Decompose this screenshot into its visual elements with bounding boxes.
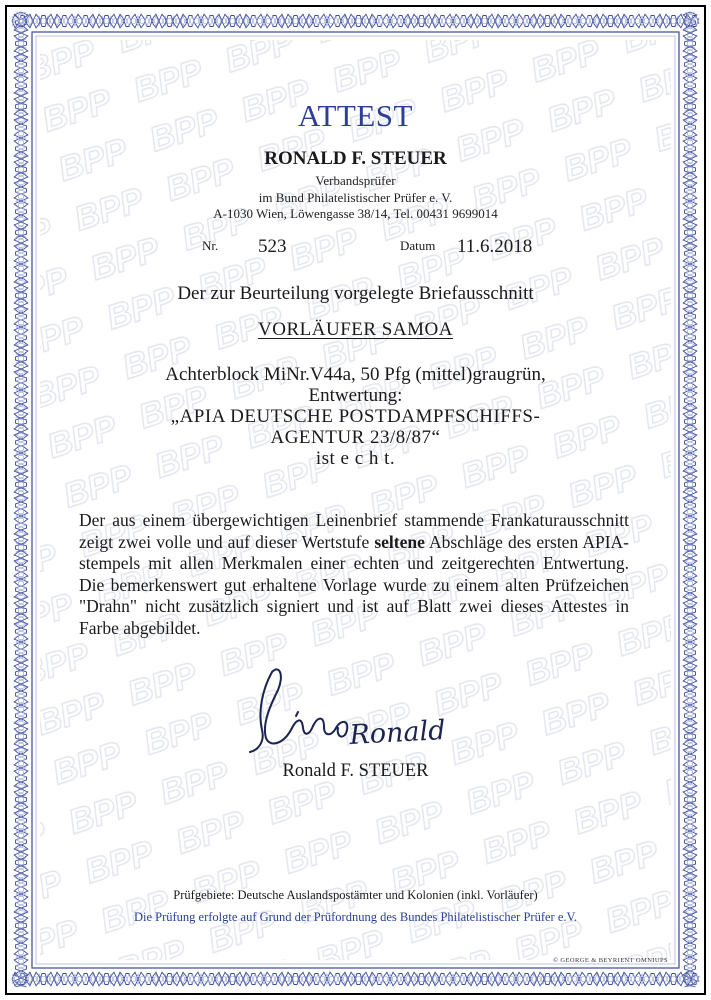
certificate-number: 523 — [258, 236, 287, 257]
examiner-role: Verbandsprüfer — [315, 173, 396, 188]
examiner-association: im Bund Philatelistischer Prüfer e. V. — [258, 190, 453, 205]
opinion-part-2: Abschläge des ersten APIA-stempels mit allen Merkmalen einer echten und zeitgerechten Entwertung. Die bemerkenswert gut erhaltene Vorlage wurde zu einem alten Prüfzeichen "Drahn" nicht zusätzlich signiert und ist auf Blatt zwei dieses Attestes in Farbe abgebildet. — [79, 531, 629, 638]
footer-scope: Prüfgebiete: Deutsche Auslandspostämter und Kolonien (inkl. Vorläufer) — [173, 888, 538, 902]
examiner-address: A-1030 Wien, Löwengasse 38/14, Tel. 00431 9699014 — [213, 206, 498, 221]
footer-rules: Die Prüfung erfolgte auf Grund der Prüfordnung des Bundes Philatelistischer Prüfer e.V. — [133, 910, 578, 924]
intro-line: Der zur Beurteilung vorgelegte Briefausschnitt — [177, 283, 534, 304]
item-description: Achterblock MiNr.V44a, 50 Pfg (mittel)graugrün, — [165, 364, 546, 385]
number-label: Nr. — [202, 238, 219, 253]
certificate-date: 11.6.2018 — [457, 236, 533, 257]
opinion-emphasis: seltene — [374, 531, 425, 552]
signer-name: Ronald F. STEUER — [282, 761, 429, 781]
opinion-part-1: Der aus einem übergewichtigen Leinenbrief stammende Frankaturausschnitt zeigt zwei volle und auf dieser Wertstufe — [79, 510, 629, 552]
cancellation-text-line-2: AGENTUR 23/8/87“ — [270, 427, 441, 448]
cancellation-label: Entwertung: — [308, 385, 403, 406]
document-title: ATTEST — [298, 98, 413, 133]
cancellation-text-line-1: „APIA DEUTSCHE POSTDAMPFSCHIFFS- — [170, 406, 541, 427]
verdict: ist e c h t. — [315, 448, 396, 469]
svg-text:Ronald: Ronald — [348, 715, 447, 751]
copyright-notice: © GEORGE & BEYRIENT OMNIUPS — [553, 957, 668, 964]
examiner-name: RONALD F. STEUER — [264, 148, 447, 169]
date-label: Datum — [400, 238, 436, 253]
subject-heading: VORLÄUFER SAMOA — [258, 319, 453, 340]
